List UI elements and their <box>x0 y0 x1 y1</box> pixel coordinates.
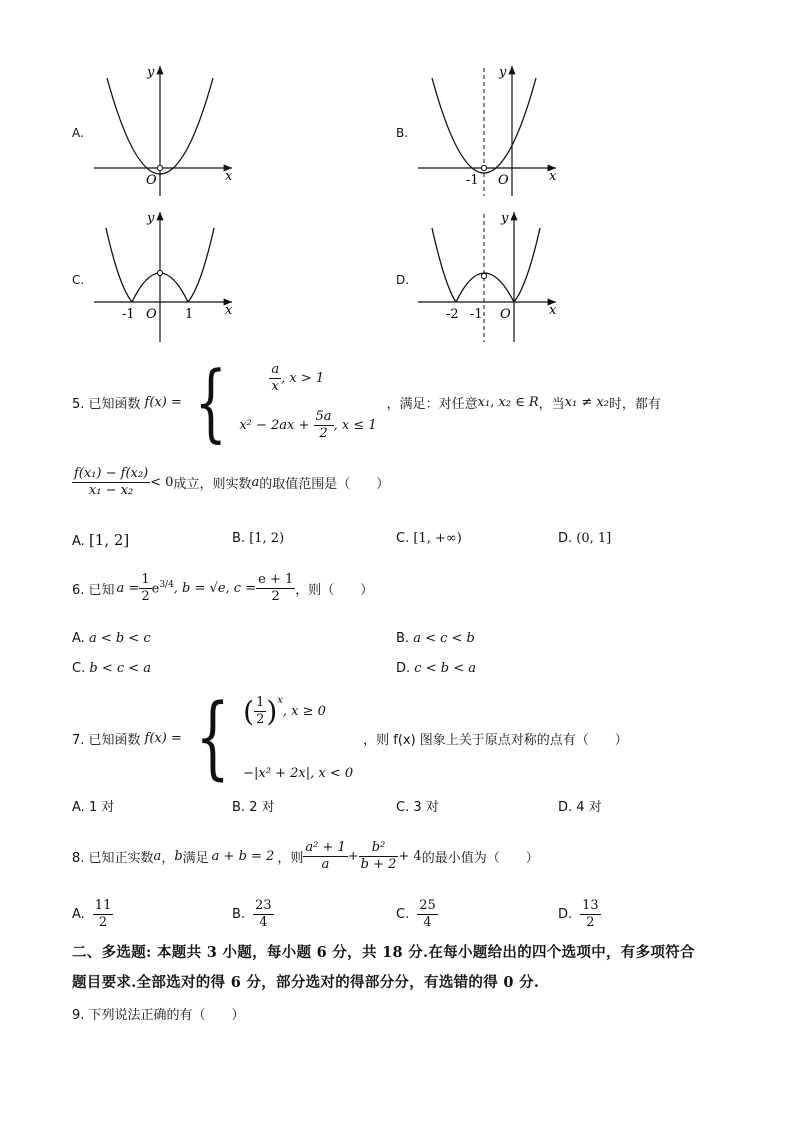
q5-case1-den: x <box>271 379 279 394</box>
q6-number: 6. 已知 <box>72 583 115 598</box>
origin-label: O <box>146 307 157 322</box>
q6-c-num: e + 1 <box>258 572 294 587</box>
q6-c-den: 2 <box>271 589 280 604</box>
q6-a-den: 2 <box>141 589 150 604</box>
q8-tail: 的最小值为（ ） <box>421 851 539 866</box>
q8-a: a <box>153 849 162 864</box>
q5-text3: 时，都有 <box>608 396 661 412</box>
origin-label: O <box>500 307 511 322</box>
q5-option-d[interactable]: D. (0, 1] <box>558 531 612 546</box>
graph-a <box>90 60 250 200</box>
option-c-label: C. <box>72 273 85 287</box>
q7-case1-num: 1 <box>256 695 265 710</box>
x-label: x <box>225 303 233 318</box>
question-8 <box>72 840 539 873</box>
q8-f1-den: a <box>321 857 330 872</box>
q5-text5: 的取值范围是（ ） <box>259 477 390 492</box>
question-9: 9. 下列说法正确的有（ ） <box>72 1008 245 1023</box>
q7-option-c[interactable]: C. 3 对 <box>396 800 439 815</box>
section-2-line2: 题目要求.全部选对的得 6 分，部分选对的得部分分，有选错的得 0 分. <box>72 974 540 991</box>
q7-tail: ，则 f(x) 图象上关于原点对称的点有（ ） <box>363 732 628 748</box>
q5-ineq-den: x₁ − x₂ <box>88 483 134 498</box>
option-b-label: B. <box>396 126 409 140</box>
origin-label: O <box>498 173 509 188</box>
tick-neg1: -1 <box>466 173 479 188</box>
q6-tail: ，则（ ） <box>295 583 374 598</box>
q7-case1-den: 2 <box>256 712 265 727</box>
question-6: 6. 已知 a = $\frac{1}{2}$ $e^{3/4}$ , b = √e, c = $\frac{e + 1}{2}$ ，则（ ） <box>72 572 374 604</box>
q5-text1: ，满足：对任意 <box>386 396 478 412</box>
y-label: y <box>147 211 155 226</box>
x-label: x <box>549 169 557 184</box>
q7-case1-exp: x <box>277 695 283 706</box>
q5-text4: 成立，则实数 <box>173 477 252 492</box>
q8-plus: + <box>347 849 359 864</box>
question-5 <box>72 353 661 451</box>
graph-d <box>414 206 574 346</box>
q8-sep: ， <box>161 851 175 866</box>
graph-b <box>414 60 574 200</box>
q6-option-a[interactable]: A. a < b < c <box>72 631 151 646</box>
q5-case2-num: 5a <box>315 409 332 424</box>
q7-number: 7. 已知函数 <box>72 732 141 748</box>
q8-option-c[interactable]: C. $\frac{25}{4}$ <box>396 897 436 930</box>
question-7 <box>72 685 628 790</box>
tick-1: 1 <box>185 307 194 322</box>
q5-var-a: a <box>251 475 260 490</box>
q5-option-b[interactable]: B. [1, 2) <box>232 531 285 546</box>
q8-tail-expr: + 4 <box>398 849 422 864</box>
brace-icon: { <box>194 353 227 451</box>
origin-label: O <box>146 173 157 188</box>
q5-case2-cond: , x ≤ 1 <box>333 418 377 433</box>
q5-option-c[interactable]: C. [1, +∞) <box>396 531 462 546</box>
q8-cond: a + b = 2 <box>211 849 275 864</box>
q6-a-num: 1 <box>141 572 150 587</box>
q5-number: 5. 已知函数 <box>72 396 141 412</box>
q6-a-eq: a = <box>116 581 140 596</box>
q7-option-a[interactable]: A. 1 对 <box>72 800 115 815</box>
q5-case1-num: a <box>271 362 280 377</box>
q6-option-d[interactable]: D. c < b < a <box>396 661 476 676</box>
q6-option-b[interactable]: B. a < c < b <box>396 631 475 646</box>
tick-neg2: -2 <box>446 307 459 322</box>
q7-option-b[interactable]: B. 2 对 <box>232 800 275 815</box>
tick-neg1: -1 <box>122 307 135 322</box>
q5-text2: ，当 <box>538 396 565 412</box>
q6-a-exp: 3/4 <box>159 580 174 591</box>
q5-case1-cond: , x > 1 <box>281 371 325 386</box>
graph-c <box>90 206 250 346</box>
q8-cond-text: 满足 <box>182 851 209 866</box>
x-label: x <box>225 169 233 184</box>
q8-f2-den: b + 2 <box>360 857 397 872</box>
q8-f2-num: b² <box>359 840 399 857</box>
q6-option-c[interactable]: C. b < c < a <box>72 661 152 676</box>
q5-ineq-rhs: < 0 <box>150 475 174 490</box>
q5-cases <box>239 362 376 442</box>
q8-option-d[interactable]: D. $\frac{13}{2}$ <box>558 897 599 930</box>
open-point <box>481 165 486 170</box>
open-point <box>157 270 162 275</box>
q7-option-d[interactable]: D. 4 对 <box>558 800 602 815</box>
question-5-cont <box>72 466 389 499</box>
q5-cond: x₁ ≠ x₂ <box>564 394 609 410</box>
y-label: y <box>501 211 509 226</box>
q5-func: f(x) = <box>144 394 182 410</box>
tick-neg1: -1 <box>470 307 483 322</box>
q5-ineq-num: f(x₁) − f(x₂) <box>74 466 149 481</box>
open-point <box>481 273 486 278</box>
option-d-label: D. <box>396 273 410 287</box>
q5-vars: x₁, x₂ ∈ R <box>477 394 539 410</box>
section-2-line1: 二、多选题: 本题共 3 小题，每小题 6 分，共 18 分.在每小题给出的四个选项中，有多项符合 <box>72 944 695 961</box>
q7-case1-cond: , x ≥ 0 <box>282 704 326 719</box>
q5-case2-den: 2 <box>319 426 328 441</box>
y-label: y <box>147 65 155 80</box>
q8-text2: ，则 <box>277 851 304 866</box>
q8-options <box>72 894 752 934</box>
q8-f1-num: a² + 1 <box>305 840 346 855</box>
q8-b: b <box>174 849 183 864</box>
q5-option-a[interactable]: A. [1, 2] <box>72 531 130 549</box>
brace-icon: { <box>195 685 230 790</box>
q6-b-eq: , b = √e, c = <box>173 581 257 596</box>
x-label: x <box>549 303 557 318</box>
q8-option-b[interactable]: B. $\frac{23}{4}$ <box>232 897 272 930</box>
y-label: y <box>499 65 507 80</box>
open-point <box>157 165 162 170</box>
q7-func: f(x) = <box>144 730 182 746</box>
q7-cases: ( $\frac{1}{2}$ ) $^x$ , x ≥ 0 −|x² + 2x|, x < 0 <box>243 694 354 781</box>
q8-number: 8. 已知正实数 <box>72 851 154 866</box>
option-a-label: A. <box>72 126 84 140</box>
q8-option-a[interactable]: A. $\frac{11}{2}$ <box>72 897 112 930</box>
q5-case2-a: x² − 2ax + <box>239 418 310 433</box>
q7-case2: −|x² + 2x|, x < 0 <box>243 766 354 781</box>
